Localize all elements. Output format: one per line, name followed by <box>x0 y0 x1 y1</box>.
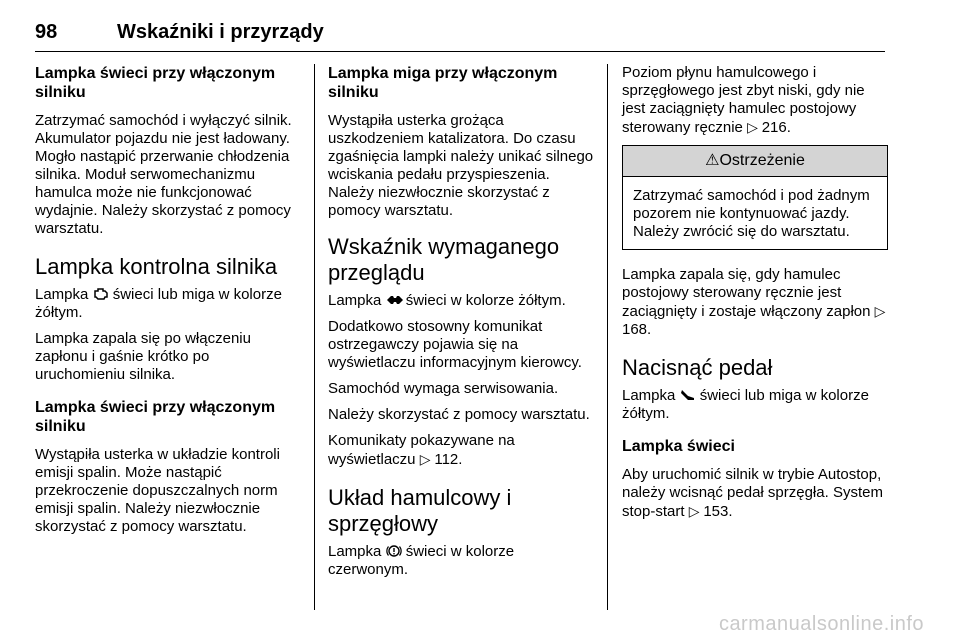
column-1 <box>35 64 300 544</box>
paragraph: Samochód wymaga serwisowania. <box>328 380 559 397</box>
paragraph: Wystąpiła usterka w układzie kontroli emisji spalin. Może nastąpić przekroczenie dopuszczalnych norm emisji spalin. Należy niezwłocznie skorzystać z pomocy warsztatu. <box>35 446 280 535</box>
paragraph: Zatrzymać samochód i wyłączyć silnik. Akumulator pojazdu nie jest ładowany. Mogło nastąpić przerwanie chłodzenia silnika. Moduł serwomechanizmu hamulca może nie funkcjonować wydajnie. Należy skorzystać z pomocy warsztatu. <box>35 112 292 237</box>
paragraph: Komunikaty pokazywane na wyświetlaczu ▷ 112. <box>328 432 515 468</box>
brake-warning-icon <box>386 544 402 558</box>
paragraph: Lampka świeci lub miga w kolorze żółtym. <box>35 286 282 321</box>
paragraph: Lampka zapala się po włączeniu zapłonu i gaśnie krótko po uruchomieniu silnika. <box>35 330 251 383</box>
paragraph: Aby uruchomić silnik w trybie Autostop, należy wcisnąć pedał sprzęgła. System stop-start ▷ 153. <box>622 466 883 520</box>
column-divider <box>314 64 315 610</box>
section-heading: Lampka świeci przy włączonym silniku <box>35 399 276 435</box>
page-ref-icon: ▷ <box>874 303 886 319</box>
section-title: Lampka kontrolna silnika <box>35 254 278 279</box>
section-heading: Lampka świeci <box>622 438 735 455</box>
paragraph: Należy skorzystać z pomocy warsztatu. <box>328 406 590 423</box>
section-title: Nacisnąć pedał <box>622 355 773 380</box>
paragraph: Lampka świeci w kolorze czerwonym. <box>328 543 515 578</box>
watermark: carmanualsonline.info <box>718 613 924 635</box>
paragraph: Lampka zapala się, gdy hamulec postojowy sterowany ręcznie jest zaciągnięty i zostaje włączony zapłon ▷ 168. <box>622 266 886 338</box>
page-ref-icon: ▷ <box>747 119 762 135</box>
section-title: Układ hamulcowy i sprzęgłowy <box>328 485 512 536</box>
paragraph: Wystąpiła usterka grożąca uszkodzeniem katalizatora. Do czasu zgaśnięcia lampki należy unikać silnego wciskania pedału przyspieszenia. Należy niezwłocznie skorzystać z pomocy warsztatu. <box>328 112 594 219</box>
paragraph: Lampka świeci w kolorze żółtym. <box>328 292 566 309</box>
engine-check-icon <box>93 287 109 301</box>
section-heading: Lampka miga przy włączonym silniku <box>328 65 558 101</box>
warning-box <box>622 145 888 250</box>
page-number: 98 <box>35 21 58 43</box>
page-header <box>35 21 885 52</box>
chapter-title: Wskaźniki i przyrządy <box>117 21 324 43</box>
service-wrench-icon <box>386 293 402 307</box>
paragraph: Lampka świeci lub miga w kolorze żółtym. <box>622 387 869 422</box>
warning-title: Ostrzeżenie <box>719 152 805 169</box>
pedal-icon <box>680 388 696 402</box>
section-heading: Lampka świeci przy włączonym silniku <box>35 65 276 101</box>
section-title: Wskaźnik wymaganego przeglądu <box>328 234 560 285</box>
column-2 <box>328 64 596 587</box>
warning-body: Zatrzymać samochód i pod żadnym pozorem nie kontynuować jazdy. Należy zwrócić się do warsztatu. <box>633 187 870 240</box>
page-ref-icon: ▷ <box>419 451 435 467</box>
paragraph: Dodatkowo stosowny komunikat ostrzegawczy pojawia się na wyświetlaczu informacyjnym kierowcy. <box>328 318 582 371</box>
column-3 <box>622 64 888 529</box>
paragraph: Poziom płynu hamulcowego i sprzęgłowego jest zbyt niski, gdy nie jest zaciągnięty hamulec postojowy sterowany ręcznie ▷ 216. <box>622 64 865 136</box>
warning-header <box>623 146 887 177</box>
page-ref-icon: ▷ <box>688 503 704 519</box>
column-divider <box>607 64 608 610</box>
warning-triangle-icon: ⚠ <box>705 152 720 169</box>
